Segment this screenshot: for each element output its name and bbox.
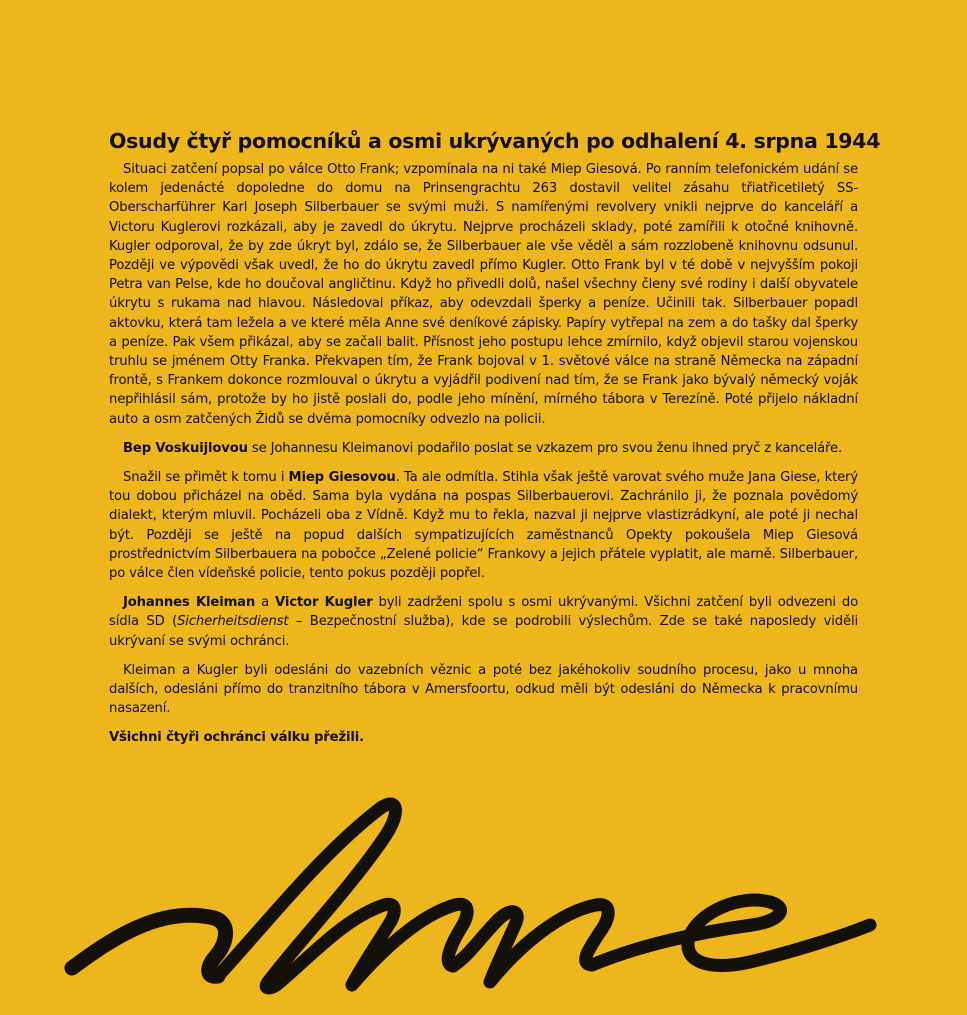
paragraph-kk-mid: byli zadrženi spolu s osmi ukrývanými. Všichni zatčení byli odvezeni do sídla SD (	[109, 595, 859, 630]
paragraph-bep-text: se Johannesu Kleimanovi podařilo poslat se vzkazem pro svou ženu ihned pryč z kanceláře.	[247, 440, 843, 456]
signature-stroke-a	[72, 915, 226, 976]
paragraph-kk-rest: – Bezpečnostní služba), kde se podrobili výslechům. Zde se také naposledy viděli ukrývaní se svými ochránci.	[109, 614, 858, 649]
page-title: Osudy čtyř pomocníků a osmi ukrývaných po odhalení 4. srpna 1944	[109, 129, 881, 153]
paragraph-miep-text: . Ta ale odmítla. Stihla však ještě varovat svého muže Jana Giese, který tou dobou přicházel na oběd. Sama byla vydána na pospas Silberbauerovi. Zachránilo ji, že poznala povědomý dialekt, kterým mluvil. Pocházeli oba z Vídně. Když mu to řekla, nazval ji nejprve vlastizrádkyní, ale poté ji nechal být. Později se ještě na popud dalších sympatizujících zaměstnanců Opekty pokoušela Miep Giesová prostřednictvím Silberbauera na pobočce „Zelené policie“ Frankovy a jejich přátele vyplatit, ale marně. Silberbauer, po válce člen vídeňské policie, tento pokus později popřel.	[109, 470, 858, 582]
conjunction: a	[255, 595, 276, 611]
paragraph-miep-lead: Snažil se přimět k tomu i	[123, 470, 289, 486]
signature-stroke-n2	[453, 905, 608, 982]
name-bep: Bep Voskuijlovou	[123, 440, 248, 456]
signature-stroke-n1	[280, 904, 467, 985]
closing-statement: Všichni čtyři ochránci válku přežili.	[109, 730, 364, 746]
name-kleiman: Johannes Kleiman	[123, 595, 256, 611]
signature-stroke-e	[592, 900, 870, 965]
paragraph-transport: Kleiman a Kugler byli odesláni do vazebních věznic a poté bez jakéhokoliv soudního procesu, jako u mnoha dalších, odesláni přímo do tranzitního tábora v Amersfoortu, odkud měli být odesláni do Německa k pracovnímu nasazení.	[109, 662, 858, 717]
name-miep: Miep Giesovou	[288, 470, 396, 486]
term-sicherheitsdienst: Sicherheitsdienst	[177, 614, 289, 630]
name-kugler: Victor Kugler	[275, 595, 373, 611]
paragraph-arrest: Situaci zatčení popsal po válce Otto Frank; vzpomínala na ni také Miep Giesová. Po ranním telefonickém udání se kolem jedenácté dopoledne do domu na Prinsengrachtu 263 dostavil velitel zásahu třiatřicetiletý SS-Oberscharführer Karl Joseph Silberbauer se svými muži. S namířenými revolvery vnikli nejprve do kanceláří a Victoru Kuglerovi rozkázali, aby je zavedl do úkrytu. Nejprve procházeli sklady, poté zamířili k otočné knihovně. Kugler odporoval, že by zde úkryt byl, zdálo se, že Silberbauer ale vše věděl a sám rozzlobeně knihovnu odsunul. Později ve výpovědi však uvedl, že ho do úkrytu zavedl přímo Kugler. Otto Frank byl v té době v nejvyšším pokoji Petra van Pelse, kde ho doučoval angličtinu. Když ho přivedli dolů, našel všechny členy své rodiny i další obyvatele úkrytu s rukama nad hlavou. Následoval příkaz, aby odevzdali šperky a peníze. Učinili tak. Silberbauer popadl aktovku, která tam ležela a ve které měla Anne své deníkové zápisky. Papíry vytřepal na zem a do tašky dal šperky a peníze. Pak všem přikázal, aby se začali balit. Přísnost jeho postupu lehce zmírnilo, když objevil starou vojenskou truhlu se jménem Otty Franka. Překvapen tím, že Frank bojoval v 1. světové válce na straně Německa na západní frontě, s Frankem dokonce rozmlouval o úkrytu a vyjádřil podivení nad tím, že se Frank jako bývalý německý voják nepřihlásil sám, protože by ho jistě poslali do, podle jeho mínění, mírného tábora v Terezíně. Poté přijelo nákladní auto a osm zatčených Židů se dvěma pomocníky odvezlo na policii.	[109, 162, 858, 427]
